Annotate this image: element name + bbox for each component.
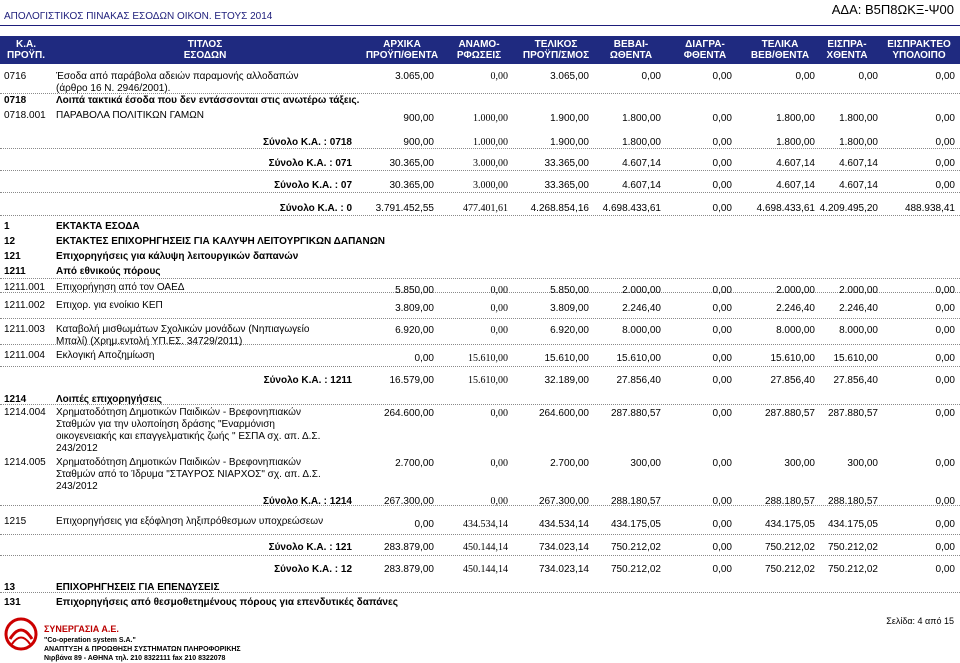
- amount-cell: 0,00: [712, 375, 732, 386]
- account-description: Επιχορ. για ενοίκιο ΚΕΠ: [56, 300, 163, 311]
- subtotal-row: [0, 564, 960, 577]
- amount-cell: 8.000,00: [776, 325, 815, 336]
- footer-company-desc: ΑΝΑΠΤΥΞΗ & ΠΡΟΩΘΗΣΗ ΣΥΣΤΗΜΑΤΩΝ ΠΛΗΡΟΦΟΡΙΚΗΣ: [44, 646, 241, 653]
- amount-cell: 0,00: [935, 180, 955, 191]
- account-code: 13: [4, 582, 16, 593]
- account-description: ΕΚΤΑΚΤΑ ΕΣΟΔΑ: [56, 221, 140, 232]
- amount-cell: 288.180,57: [610, 496, 661, 507]
- amount-cell: 6.920,00: [395, 325, 434, 336]
- subtotal-row: [0, 180, 960, 193]
- amount-cell: 5.850,00: [395, 285, 434, 296]
- account-code: 1211.002: [4, 300, 45, 311]
- amount-cell: 2.246,40: [839, 303, 878, 314]
- amount-cell: 300,00: [784, 458, 815, 469]
- row-divider: [0, 366, 960, 367]
- amount-cell: 0,00: [712, 496, 732, 507]
- table-row: [0, 300, 960, 313]
- amount-cell: 750.212,02: [764, 542, 815, 553]
- amount-cell: 264.600,00: [383, 408, 434, 419]
- amount-cell: 4.607,14: [839, 180, 878, 191]
- report-title: ΑΠΟΛΟΓΙΣΤΙΚΟΣ ΠΙΝΑΚΑΣ ΕΣΟΔΩΝ ΟΙΚΟΝ. ΕΤΟΥΣ 2014: [4, 11, 273, 22]
- amount-cell: 0,00: [935, 303, 955, 314]
- amount-cell: 900,00: [403, 137, 434, 148]
- account-code: 0716: [4, 71, 27, 82]
- subtotal-label: Σύνολο Κ.Α. : 07: [274, 180, 352, 191]
- amount-cell: 0,00: [935, 285, 955, 296]
- amount-cell: 264.600,00: [538, 408, 589, 419]
- subtotal-label: Σύνολο Κ.Α. : 121: [268, 542, 352, 553]
- amount-cell: 0,00: [712, 137, 732, 148]
- amount-cell: 5.850,00: [550, 285, 589, 296]
- account-description: Χρηματοδότηση Δημοτικών Παιδικών - Βρεφονηπιακών: [56, 457, 301, 468]
- table-row: [0, 407, 960, 454]
- subtotal-label: Σύνολο Κ.Α. : 1211: [263, 375, 352, 386]
- amount-cell: 0,00: [490, 71, 508, 82]
- amount-cell: 750.212,02: [610, 564, 661, 575]
- account-description: Επιχορηγήσεις για εξόφληση ληξιπρόθεσμων υποχρεώσεων: [56, 516, 324, 527]
- amount-cell: 0,00: [712, 180, 732, 191]
- amount-cell: 434.534,14: [538, 519, 589, 530]
- account-code: 1215: [4, 516, 27, 527]
- amount-cell: 0,00: [712, 564, 732, 575]
- col-header-collected: ΕΙΣΠΡΑ- ΧΘΕΝΤΑ: [826, 39, 868, 61]
- amount-cell: 450.144,14: [463, 564, 508, 575]
- account-description: Έσοδα από παράβολα αδειών παραμονής αλλοδαπών: [56, 71, 299, 82]
- amount-cell: 4.607,14: [622, 180, 661, 191]
- amount-cell: 33.365,00: [544, 180, 589, 191]
- amount-cell: 2.246,40: [776, 303, 815, 314]
- footer-company-name: ΣΥΝΕΡΓΑΣΙΑ Α.Ε.: [44, 624, 119, 634]
- amount-cell: 15.610,00: [468, 353, 508, 364]
- table-row: [0, 324, 960, 347]
- amount-cell: 0,00: [935, 458, 955, 469]
- account-description: Επιχορηγήσεις από θεσμοθετημένους πόρους για επενδυτικές δαπάνες: [56, 597, 398, 608]
- amount-cell: 450.144,14: [463, 542, 508, 553]
- amount-cell: 16.579,00: [389, 375, 434, 386]
- account-description: οικογενειακής και επαγγελματικής ζωής " ΕΣΠΑ σχ. απ. Δ.Σ.: [56, 431, 321, 442]
- amount-cell: 4.698.433,61: [602, 203, 661, 214]
- account-description: Λοιπά τακτικά έσοδα που δεν εντάσσονται στις ανωτέρω τάξεις.: [56, 95, 360, 106]
- amount-cell: 2.246,40: [622, 303, 661, 314]
- col-header-certified: ΒΕΒΑΙ- ΩΘΕΝΤΑ: [609, 39, 653, 61]
- amount-cell: 0,00: [490, 458, 508, 469]
- amount-cell: 0,00: [935, 542, 955, 553]
- amount-cell: 267.300,00: [383, 496, 434, 507]
- amount-cell: 0,00: [935, 353, 955, 364]
- account-description: 243/2012: [56, 443, 98, 454]
- amount-cell: 0,00: [935, 158, 955, 169]
- amount-cell: 30.365,00: [389, 180, 434, 191]
- row-divider: [0, 534, 960, 535]
- table-row: [0, 266, 960, 279]
- amount-cell: 2.000,00: [622, 285, 661, 296]
- amount-cell: 30.365,00: [389, 158, 434, 169]
- amount-cell: 0,00: [712, 325, 732, 336]
- amount-cell: 0,00: [712, 71, 732, 82]
- amount-cell: 434.534,14: [463, 519, 508, 530]
- account-description: Καταβολή μισθωμάτων Σχολικών μονάδων (Νηπιαγωγείο: [56, 324, 310, 335]
- table-row: [0, 282, 960, 295]
- subtotal-label: Σύνολο Κ.Α. : 1214: [263, 496, 352, 507]
- table-row: [0, 71, 960, 94]
- col-header-title: ΤΙΤΛΟΣ ΕΣΟΔΩΝ: [183, 39, 227, 61]
- row-divider: [0, 555, 960, 556]
- amount-cell: 4.607,14: [776, 158, 815, 169]
- amount-cell: 0,00: [935, 325, 955, 336]
- account-description: Επιχορηγήσεις για κάλυψη λειτουργικών δαπανών: [56, 251, 299, 262]
- amount-cell: 0,00: [712, 158, 732, 169]
- table-row: [0, 110, 960, 123]
- account-code: 1211.001: [4, 282, 45, 293]
- subtotal-label: Σύνολο Κ.Α. : 071: [268, 158, 352, 169]
- amount-cell: 0,00: [712, 303, 732, 314]
- amount-cell: 0,00: [490, 303, 508, 314]
- account-description: ΕΠΙΧΟΡΗΓΗΣΕΙΣ ΓΙΑ ΕΠΕΝΔΥΣΕΙΣ: [56, 582, 220, 593]
- amount-cell: 3.809,00: [395, 303, 434, 314]
- amount-cell: 0,00: [795, 71, 815, 82]
- amount-cell: 0,00: [712, 458, 732, 469]
- amount-cell: 1.800,00: [839, 137, 878, 148]
- amount-cell: 15.610,00: [833, 353, 878, 364]
- amount-cell: 0,00: [641, 71, 661, 82]
- amount-cell: 2.000,00: [839, 285, 878, 296]
- row-divider: [0, 318, 960, 319]
- amount-cell: 0,00: [935, 408, 955, 419]
- amount-cell: 8.000,00: [839, 325, 878, 336]
- amount-cell: 750.212,02: [827, 542, 878, 553]
- amount-cell: 1.900,00: [550, 113, 589, 124]
- amount-cell: 750.212,02: [827, 564, 878, 575]
- account-code: 12: [4, 236, 16, 247]
- subtotal-row: [0, 158, 960, 171]
- table-row: [0, 350, 960, 363]
- account-description: Χρηματοδότηση Δημοτικών Παιδικών - Βρεφονηπιακών: [56, 407, 301, 418]
- amount-cell: 4.607,14: [776, 180, 815, 191]
- amount-cell: 4.607,14: [622, 158, 661, 169]
- account-code: 1211.003: [4, 324, 45, 335]
- amount-cell: 488.938,41: [904, 203, 955, 214]
- account-description: ΠΑΡΑΒΟΛΑ ΠΟΛΙΤΙΚΩΝ ΓΑΜΩΝ: [56, 110, 204, 121]
- footer-company-address: Νιρβάνα 89 - ΑΘΗΝΑ τηλ. 210 8322111 fax 210 8322078: [44, 655, 226, 662]
- col-header-final-certified: ΤΕΛΙΚΑ ΒΕΒ/ΘΕΝΤΑ: [750, 39, 810, 61]
- amount-cell: 300,00: [847, 458, 878, 469]
- amount-cell: 4.268.854,16: [530, 203, 589, 214]
- amount-cell: 15.610,00: [770, 353, 815, 364]
- amount-cell: 0,00: [712, 353, 732, 364]
- amount-cell: 0,00: [712, 408, 732, 419]
- table-row: [0, 251, 960, 264]
- amount-cell: 1.900,00: [550, 137, 589, 148]
- amount-cell: 750.212,02: [764, 564, 815, 575]
- amount-cell: 8.000,00: [622, 325, 661, 336]
- amount-cell: 1.000,00: [473, 113, 508, 124]
- account-description: 243/2012: [56, 481, 98, 492]
- account-code: 1: [4, 221, 10, 232]
- account-code: 1211: [4, 266, 26, 277]
- amount-cell: 2.000,00: [776, 285, 815, 296]
- subtotal-row: [0, 375, 960, 388]
- amount-cell: 0,00: [414, 519, 434, 530]
- col-header-deleted: ΔΙΑΓΡΑ- ΦΘΕΝΤΑ: [683, 39, 727, 61]
- account-description: Εκλογική Αποζημίωση: [56, 350, 155, 361]
- table-row: [0, 394, 960, 407]
- amount-cell: 1.000,00: [473, 137, 508, 148]
- amount-cell: 0,00: [935, 375, 955, 386]
- amount-cell: 2.700,00: [550, 458, 589, 469]
- amount-cell: 0,00: [935, 519, 955, 530]
- amount-cell: 0,00: [712, 519, 732, 530]
- amount-cell: 283.879,00: [383, 564, 434, 575]
- page-number: Σελίδα: 4 από 15: [886, 616, 954, 626]
- amount-cell: 15.610,00: [468, 375, 508, 386]
- account-code: 1214.005: [4, 457, 46, 468]
- account-code: 121: [4, 251, 21, 262]
- subtotal-row: [0, 496, 960, 509]
- account-description: Λοιπές επιχορηγήσεις: [56, 394, 162, 405]
- table-row: [0, 582, 960, 595]
- amount-cell: 287.880,57: [764, 408, 815, 419]
- amount-cell: 1.800,00: [776, 113, 815, 124]
- table-row: [0, 457, 960, 492]
- account-code: 0718: [4, 95, 27, 106]
- amount-cell: 267.300,00: [538, 496, 589, 507]
- amount-cell: 283.879,00: [383, 542, 434, 553]
- amount-cell: 3.000,00: [473, 180, 508, 191]
- subtotal-label: Σύνολο Κ.Α. : 0718: [263, 137, 352, 148]
- table-header: [0, 36, 960, 64]
- amount-cell: 4.698.433,61: [756, 203, 815, 214]
- amount-cell: 6.920,00: [550, 325, 589, 336]
- table-row: [0, 221, 960, 234]
- amount-cell: 0,00: [935, 496, 955, 507]
- amount-cell: 0,00: [935, 71, 955, 82]
- account-description: (άρθρο 16 Ν. 2946/2001).: [56, 83, 171, 94]
- amount-cell: 15.610,00: [544, 353, 589, 364]
- amount-cell: 3.809,00: [550, 303, 589, 314]
- amount-cell: 0,00: [935, 113, 955, 124]
- footer-company-en: "Co-operation system S.A.": [44, 637, 136, 644]
- amount-cell: 27.856,40: [770, 375, 815, 386]
- amount-cell: 288.180,57: [764, 496, 815, 507]
- amount-cell: 287.880,57: [610, 408, 661, 419]
- amount-cell: 3.000,00: [473, 158, 508, 169]
- amount-cell: 2.700,00: [395, 458, 434, 469]
- amount-cell: 3.065,00: [395, 71, 434, 82]
- amount-cell: 4.209.495,20: [819, 203, 878, 214]
- amount-cell: 32.189,00: [544, 375, 589, 386]
- amount-cell: 750.212,02: [610, 542, 661, 553]
- table-row: [0, 236, 960, 249]
- amount-cell: 0,00: [712, 542, 732, 553]
- amount-cell: 27.856,40: [833, 375, 878, 386]
- amount-cell: 0,00: [712, 285, 732, 296]
- col-header-code: Κ.Α. ΠΡΟΫΠ.: [6, 39, 46, 61]
- account-code: 1211.004: [4, 350, 45, 361]
- amount-cell: 288.180,57: [827, 496, 878, 507]
- amount-cell: 3.791.452,55: [375, 203, 434, 214]
- amount-cell: 287.880,57: [827, 408, 878, 419]
- amount-cell: 0,00: [712, 113, 732, 124]
- amount-cell: 734.023,14: [538, 564, 589, 575]
- amount-cell: 15.610,00: [616, 353, 661, 364]
- account-description: ΕΚΤΑΚΤΕΣ ΕΠΙΧΟΡΗΓΗΣΕΙΣ ΓΙΑ ΚΑΛΥΨΗ ΛΕΙΤΟΥΡΓΙΚΩΝ ΔΑΠΑΝΩΝ: [56, 236, 385, 247]
- amount-cell: 734.023,14: [538, 542, 589, 553]
- account-description: Από εθνικούς πόρους: [56, 266, 161, 277]
- amount-cell: 0,00: [490, 285, 508, 296]
- amount-cell: 1.800,00: [839, 113, 878, 124]
- amount-cell: 33.365,00: [544, 158, 589, 169]
- subtotal-label: Σύνολο Κ.Α. : 0: [279, 203, 352, 214]
- subtotal-row: [0, 203, 960, 216]
- amount-cell: 434.175,05: [764, 519, 815, 530]
- amount-cell: 0,00: [490, 496, 508, 507]
- amount-cell: 477.401,61: [463, 203, 508, 214]
- amount-cell: 0,00: [490, 408, 508, 419]
- amount-cell: 27.856,40: [616, 375, 661, 386]
- account-description: Μπαλί) (Χρημ.εντολή ΥΠ.ΕΣ. 34729/2011): [56, 336, 243, 347]
- subtotal-label: Σύνολο Κ.Α. : 12: [274, 564, 352, 575]
- account-code: 0718.001: [4, 110, 46, 121]
- account-code: 1214: [4, 394, 27, 405]
- subtotal-row: [0, 137, 960, 150]
- account-code: 131: [4, 597, 21, 608]
- table-row: [0, 516, 960, 529]
- amount-cell: 434.175,05: [827, 519, 878, 530]
- subtotal-row: [0, 542, 960, 555]
- company-logo: [4, 617, 38, 651]
- col-header-revisions: ΑΝΑΜΟ- ΡΦΩΣΕΙΣ: [456, 39, 502, 61]
- amount-cell: 434.175,05: [610, 519, 661, 530]
- account-code: 1214.004: [4, 407, 46, 418]
- col-header-receivable: ΕΙΣΠΡΑΚΤΕΟ ΥΠΟΛΟΙΠΟ: [887, 39, 951, 61]
- amount-cell: 300,00: [630, 458, 661, 469]
- account-description: Σταθμών για την υλοποίηση δράσης "Εναρμόνιση: [56, 419, 275, 430]
- amount-cell: 0,00: [935, 564, 955, 575]
- account-description: Σταθμών από το Ίδρυμα "ΣΤΑΥΡΟΣ ΝΙΑΡΧΟΣ" σχ. απ. Δ.Σ.: [56, 469, 321, 480]
- amount-cell: 0,00: [935, 137, 955, 148]
- amount-cell: 900,00: [403, 113, 434, 124]
- amount-cell: 0,00: [858, 71, 878, 82]
- amount-cell: 4.607,14: [839, 158, 878, 169]
- account-description: Επιχορήγηση από τον ΟΑΕΔ: [56, 282, 185, 293]
- amount-cell: 1.800,00: [776, 137, 815, 148]
- table-row: [0, 597, 960, 610]
- amount-cell: 1.800,00: [622, 113, 661, 124]
- table-row: [0, 95, 960, 108]
- col-header-final-budget: ΤΕΛΙΚΟΣ ΠΡΟΫΠ/ΣΜΟΣ: [522, 39, 590, 61]
- col-header-initial: ΑΡΧΙΚΑ ΠΡΟΫΠ/ΘΕΝΤΑ: [365, 39, 439, 61]
- amount-cell: 3.065,00: [550, 71, 589, 82]
- amount-cell: 1.800,00: [622, 137, 661, 148]
- amount-cell: 0,00: [490, 325, 508, 336]
- top-divider: [0, 25, 960, 26]
- amount-cell: 0,00: [414, 353, 434, 364]
- amount-cell: 0,00: [712, 203, 732, 214]
- ada-code: ΑΔΑ: Β5Π8ΩΚΞ-Ψ00: [831, 2, 954, 17]
